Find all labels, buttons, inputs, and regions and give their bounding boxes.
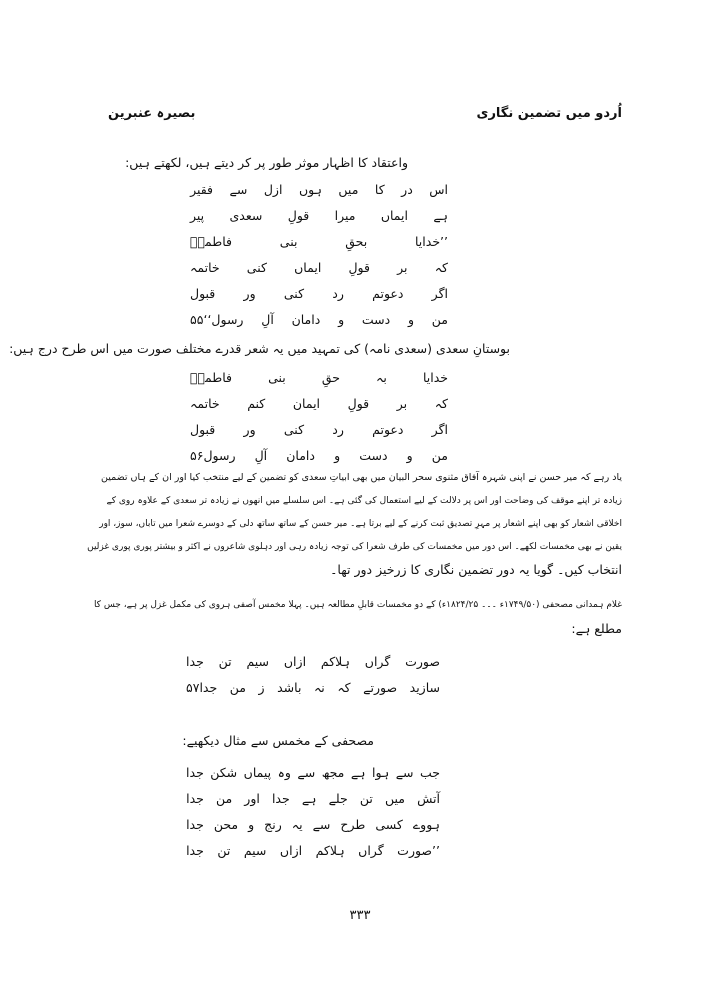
verse-word: آتش [417, 791, 440, 806]
verse-word: بر [396, 396, 408, 411]
verse-word: گراں [364, 654, 391, 669]
verse-word: و [407, 312, 415, 327]
verse-word: ہلاکم [315, 843, 345, 858]
verse-word: ایماں [380, 208, 408, 223]
verse-word: فاطمہؑ [190, 370, 232, 385]
verse-line [190, 182, 448, 198]
verse-word: من [431, 312, 448, 327]
verse-word: جدا [186, 817, 204, 832]
verse-word: فقیر [190, 182, 214, 197]
verse-word: اس [429, 182, 448, 197]
verse-word: تن [359, 791, 373, 806]
verse-word: رد [332, 422, 344, 437]
paragraph-line: زیادہ تر اپنے موقف کی وضاحت اور اس پر دلالت کے لیے استعمال کی گئی ہے۔ اس سلسلے میں انھوں نے زیادہ تر سعدی کے علاوہ روی کے [106, 496, 622, 506]
verse-word: سے [395, 765, 414, 780]
verse-word: دست [359, 448, 388, 463]
verse-word: سعدی [229, 208, 263, 223]
verse-word: جدا [186, 791, 204, 806]
verse-line [190, 286, 448, 302]
verse-word: قبول [190, 422, 216, 437]
verse-word: حقِ [321, 370, 340, 385]
verse-word: فاطمہؑ [190, 234, 232, 249]
verse-word: و [248, 817, 255, 832]
verse-word: و [406, 448, 413, 463]
verse-word: دامان [286, 448, 315, 463]
verse-word: مجھ [321, 765, 345, 780]
verse-word: سے [312, 817, 331, 832]
paragraph-line: انتخاب کیں۔ گویا یہ دور تضمین نگاری کا زرخیز دور تھا۔ [330, 562, 622, 577]
verse-word: آلِ [261, 312, 274, 327]
verse-word: کسی [375, 817, 403, 832]
verse-word: رسول۵۶ [190, 448, 236, 463]
verse-line [186, 680, 440, 696]
verse-word: جدا [186, 765, 204, 780]
verse-word: سے [229, 182, 248, 197]
example-line: مصحفی کے مخمس سے مثال دیکھیے: [182, 733, 374, 748]
verse-word: جدا [186, 843, 204, 858]
verse-word: اور [244, 791, 260, 806]
header-title: اُردو میں تضمین نگاری [476, 106, 622, 121]
verse-word: ازاں [283, 654, 307, 669]
verse-word: تن [217, 843, 231, 858]
verse-word: قولِ [287, 208, 310, 223]
verse-word: من [431, 448, 448, 463]
verse-word: رنج [264, 817, 282, 832]
verse-line [186, 843, 440, 859]
verse-word: ایمان [292, 396, 321, 411]
verse-word: ہوں [298, 182, 322, 197]
verse-word: میرا [334, 208, 356, 223]
verse-word: جلے [328, 791, 348, 806]
verse-line [190, 370, 448, 386]
verse-word: میں [385, 791, 405, 806]
verse-line [186, 791, 440, 807]
verse-word: طرح [340, 817, 366, 832]
verse-word: کہ [337, 680, 351, 695]
paragraph-line: مطلع ہے: [571, 621, 622, 636]
verse-word: کنی [283, 286, 305, 301]
verse-word: اگر [431, 422, 448, 437]
verse-word: دعوتم [372, 422, 404, 437]
verse-word: گراں [358, 843, 384, 858]
verse-word: و [338, 312, 345, 327]
verse-word: جدا۵۷ [186, 680, 218, 695]
verse-word: و [334, 448, 341, 463]
verse-word: سیم [243, 843, 267, 858]
verse-word: قبول [190, 286, 216, 301]
verse-word: سیم [246, 654, 270, 669]
verse-word: ہے [350, 765, 366, 780]
verse-word: ایماں [294, 260, 322, 275]
verse-word: پیماں [243, 765, 272, 780]
verse-word: دامان [291, 312, 321, 327]
paragraph-line: یقین نے بھی مخمسات لکھے۔ اس دور میں مخمسات کی طرف شعرا کی توجہ زیادہ رہی اور دہلوی شاعروں نے اکثر و بیشتر پوری پوری غزلیں [87, 542, 622, 552]
paragraph-line: اخلاقی اشعار کو بھی اپنے اشعار پر مہرِ تصدیق ثبت کرنے کے لیے برتا ہے۔ میر حسن کے ساتھ ساتھ دلی کے دوسرے شعرا میں تاباں، سوز، اور [99, 519, 622, 529]
verse-line [190, 234, 448, 250]
verse-word: باشد [277, 680, 302, 695]
verse-word: رد [332, 286, 344, 301]
paragraph-line: یاد رہے کہ میر حسن نے اپنی شہرہ آفاق مثنوی سحر البیان میں بھی ابیاتِ سعدی کو تضمین کے لیے منتخب کیا اور ان کے ہاں تضمین [101, 472, 622, 483]
verse-word: سازید [409, 680, 440, 695]
verse-word: دست [361, 312, 391, 327]
verse-word: اگر [431, 286, 448, 301]
verse-word: من [215, 791, 233, 806]
verse-word: خاتمہ [190, 260, 220, 275]
verse-word: کنی [283, 422, 305, 437]
verse-word: در [401, 182, 413, 197]
verse-word: بنی [279, 234, 298, 249]
verse-word: جدا [271, 791, 290, 806]
verse-word: میں [338, 182, 359, 197]
verse-line [190, 208, 448, 224]
verse-word: ہلاکم [320, 654, 350, 669]
verse-word: وہ [277, 765, 291, 780]
verse-word: ازاں [279, 843, 303, 858]
verse-line [186, 817, 440, 833]
verse-word: ہوا [371, 765, 390, 780]
verse-word: آلِ [254, 448, 268, 463]
verse-word: بر [397, 260, 408, 275]
mid-line: بوستانِ سعدی (سعدی نامہ) کی تمہید میں یہ شعر قدرے مختلف صورت میں اس طرح درج ہیں: [9, 341, 510, 356]
verse-word: کنم [247, 396, 266, 411]
verse-word: ز [258, 680, 265, 695]
verse-line [190, 396, 448, 412]
verse-word: رسول‘‘۵۵ [190, 312, 244, 327]
verse-word: کا [374, 182, 385, 197]
verse-word: خاتمہ [190, 396, 220, 411]
page-number: ۳۳۳ [349, 908, 371, 923]
verse-word: کہ [434, 396, 448, 411]
intro-line: واعتقاد کا اظہار موثر طور پر کر دیتے ہیں، لکھتے ہیں: [125, 155, 408, 170]
verse-word: جب [419, 765, 440, 780]
verse-line [190, 422, 448, 438]
verse-word: خدایا [422, 370, 448, 385]
verse-word: بہ [376, 370, 387, 385]
verse-word: کہ [434, 260, 448, 275]
verse-word: ور [243, 422, 256, 437]
verse-word: صورتے [363, 680, 398, 695]
verse-word: من [229, 680, 246, 695]
verse-word: کنی [246, 260, 267, 275]
verse-word: شکن [210, 765, 238, 780]
verse-word: ازل [263, 182, 283, 197]
verse-word: ور [243, 286, 256, 301]
header-author: بصیرہ عنبرین [108, 106, 196, 121]
paragraph-line: غلام ہمدانی مصحفی (۱۷۴۹/۵۰ء ۔۔۔ ۱۸۲۴/۲۵ء) کے دو مخمسات قابلِ مطالعہ ہیں۔ پہلا مخمس آصفی ہروی کی مکمل غزل پر ہے، جس کا [93, 600, 622, 610]
verse-word: ہے [301, 791, 317, 806]
verse-line [186, 654, 440, 670]
verse-word: ’’خدایا [415, 234, 448, 249]
verse-word: نہ [313, 680, 325, 695]
verse-word: جدا [186, 654, 204, 669]
verse-word: ’’صورت [397, 843, 440, 858]
verse-word: یہ [291, 817, 303, 832]
verse-word: محن [213, 817, 239, 832]
verse-word: قولِ [347, 396, 370, 411]
verse-word: سے [297, 765, 316, 780]
verse-line [186, 765, 440, 781]
verse-word: صورت [405, 654, 440, 669]
verse-line [190, 312, 448, 328]
verse-line [190, 260, 448, 276]
verse-word: ہووے [412, 817, 440, 832]
verse-word: بحقِ [345, 234, 368, 249]
verse-word: بنی [268, 370, 286, 385]
verse-word: پیر [190, 208, 205, 223]
verse-line [190, 448, 448, 464]
verse-word: تن [218, 654, 232, 669]
verse-word: دعوتم [372, 286, 404, 301]
verse-word: ہے [433, 208, 448, 223]
verse-word: قولِ [348, 260, 370, 275]
